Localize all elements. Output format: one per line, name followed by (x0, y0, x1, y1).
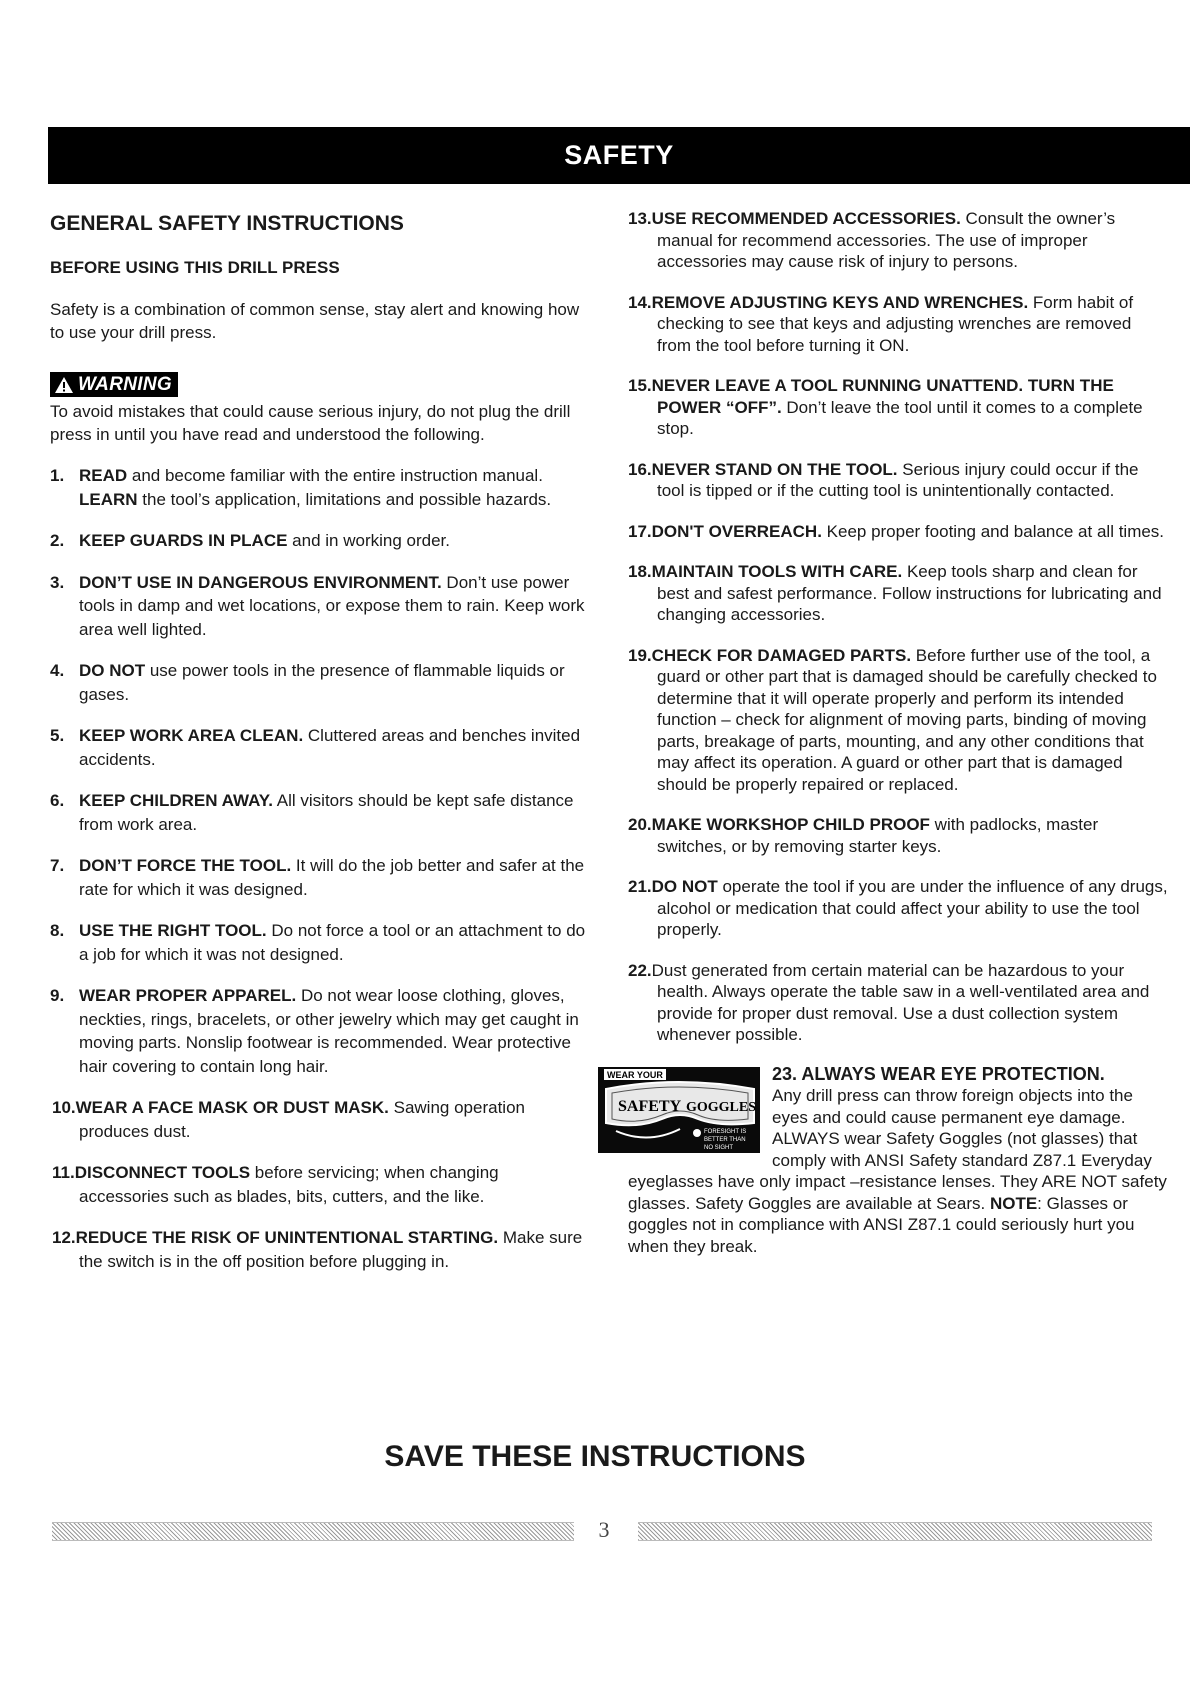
item-keyword: DISCONNECT TOOLS (74, 1163, 251, 1182)
item-keyword: WEAR A FACE MASK OR DUST MASK. (75, 1098, 389, 1117)
page-number: 3 (598, 1517, 610, 1542)
intro-paragraph: Safety is a combination of common sense, stay alert and knowing how to use your drill press. (50, 300, 580, 342)
item-keyword: DON’T USE IN DANGEROUS ENVIRONMENT. (79, 572, 442, 592)
eye-protection-heading: 23. ALWAYS WEAR EYE PROTECTION. (772, 1063, 1105, 1084)
item-text: Cluttered areas and benches invited accidents. (79, 726, 581, 769)
item-number: 10. (52, 1098, 76, 1117)
item-keyword: WEAR PROPER APPAREL. (79, 986, 297, 1005)
left-item-1 (50, 464, 590, 511)
item-text: Sawing operation produces dust. (79, 1098, 525, 1141)
note-text: : Glasses or goggles not in compliance with ANSI Z87.1 could seriously hurt you when they break. (628, 1193, 1135, 1256)
sign-safety-text: SAFETY (618, 1097, 682, 1115)
item-text: Serious injury could occur if the tool is tipped or if the cutting tool is unintentionally contacted. (657, 459, 1139, 500)
item-keyword: NEVER LEAVE A TOOL RUNNING UNATTEND. TURN THE POWER “OFF”. (651, 376, 1114, 417)
right-item-15 (628, 375, 1168, 440)
item-number: 20. (628, 815, 652, 834)
item-number: 21. (628, 877, 652, 896)
item-number: 17. (628, 521, 652, 541)
item-keyword: DO NOT (79, 661, 146, 680)
item-number: 3. (50, 572, 65, 592)
item-text: Dust generated from certain material can be hazardous to your health. Always operate the table saw in a well-ventilated area and provide for proper dust removal. Use a dust collection system whenever possible. (651, 960, 1150, 1044)
item-text: Don’t leave the tool until it comes to a complete stop. (657, 397, 1143, 438)
left-column (50, 212, 590, 1273)
right-item-20 (628, 814, 1168, 857)
item-text: Keep proper footing and balance at all times. (821, 521, 1165, 541)
item-text: Before further use of the tool, a guard or other part that is damaged should be carefully checked to determine that it will operate properly and perform its intended function – check for alignment of moving parts, binding of moving parts, breakage of parts, mounting, and any other conditions that may affect its operation. A guard or other part that is damaged should be properly repaired or replaced. (657, 645, 1157, 794)
item-keyword: LEARN (79, 489, 138, 509)
right-item-14 (628, 292, 1168, 357)
right-item-22 (628, 960, 1168, 1046)
item-text: operate the tool if you are under the influence of any drugs, alcohol or medication that could affect your ability to use the tool properly. (657, 877, 1168, 939)
item-number: 15. (628, 376, 652, 395)
item-keyword: KEEP WORK AREA CLEAN. (79, 726, 304, 745)
item-number: 2. (50, 531, 65, 550)
right-item-19 (628, 645, 1168, 796)
item-text: Do not force a tool or an attachment to do a job for which it was not designed. (79, 921, 586, 964)
before-using-subhead: BEFORE USING THIS DRILL PRESS (50, 258, 340, 277)
right-item-18 (628, 561, 1168, 626)
item-text: Don’t use power tools in damp and wet locations, or expose them to rain. Keep work area well lighted. (79, 572, 585, 639)
item-number: 6. (50, 791, 65, 810)
warning-triangle-icon (54, 376, 74, 394)
item-number: 12. (52, 1228, 76, 1247)
item-keyword: MAINTAIN TOOLS WITH CARE. (651, 562, 903, 581)
wear-safety-goggles-sign (598, 1067, 760, 1153)
item-number: 8. (50, 921, 65, 940)
item-keyword: REDUCE THE RISK OF UNINTENTIONAL STARTING. (75, 1228, 499, 1247)
item-text: the tool’s application, limitations and possible hazards. (137, 489, 552, 509)
item-number: 5. (50, 726, 65, 745)
item-text: and in working order. (287, 531, 450, 550)
left-item-12 (50, 1226, 590, 1273)
item-text: use power tools in the presence of flammable liquids or gases. (79, 661, 565, 704)
sign-goggles-text: GOGGLES (686, 1099, 757, 1115)
warning-text: To avoid mistakes that could cause serious injury, do not plug the drill press in until you have read and understood the following. (50, 402, 571, 444)
right-item-13 (628, 208, 1168, 273)
item-keyword: DO NOT (651, 877, 718, 896)
item-keyword: DON’T FORCE THE TOOL. (79, 856, 292, 875)
right-instruction-list (628, 208, 1168, 1046)
left-instruction-list (50, 464, 590, 1273)
left-item-6 (50, 789, 590, 836)
item-text: before servicing; when changing accessories such as blades, bits, cutters, and the like. (79, 1163, 499, 1206)
item-text: Consult the owner’s manual for recommend accessories. The use of improper accessories may cause risk of injury to persons. (657, 209, 1116, 271)
left-item-10 (50, 1096, 590, 1143)
left-item-7 (50, 854, 590, 901)
item-text: Keep tools sharp and clean for best and safest performance. Follow instructions for lubricating and changing accessories. (657, 562, 1162, 624)
left-item-11 (50, 1161, 590, 1208)
left-item-8 (50, 919, 590, 966)
warning-badge (50, 372, 178, 397)
goggles-icon (598, 1067, 760, 1153)
item-number: 4. (50, 661, 65, 680)
item-text: and become familiar with the entire instruction manual. (127, 466, 543, 485)
note-label: NOTE (989, 1193, 1038, 1213)
item-keyword: NEVER STAND ON THE TOOL. (651, 459, 898, 479)
left-item-9 (50, 984, 590, 1078)
sign-small-line-2: BETTER THAN (704, 1136, 746, 1143)
left-item-3 (50, 571, 590, 642)
item-keyword: REMOVE ADJUSTING KEYS AND WRENCHES. (651, 292, 1029, 312)
item-number: 13. (628, 209, 652, 228)
sign-small-line-1: FORESIGHT IS (704, 1128, 747, 1135)
item-keyword: KEEP CHILDREN AWAY. (79, 791, 273, 810)
right-item-16 (628, 459, 1168, 502)
item-keyword: KEEP GUARDS IN PLACE (79, 531, 288, 550)
item-number: 1. (50, 466, 65, 485)
sign-wear-your-text: WEAR YOUR (607, 1069, 663, 1080)
eye-protection-body: Any drill press can throw foreign objects into the eyes and could cause permanent eye damage. ALWAYS wear Safety Goggles (not glasses) that comply with ANSI Safety standard Z87.1 Everyday eyeglasses have only impact –resistance lenses. They ARE NOT safety glasses. Safety Goggles are available at Sears. (628, 1086, 1167, 1213)
item-number: 22. (628, 960, 652, 980)
item-text: All visitors should be kept safe distance from work area. (79, 791, 574, 834)
item-text: It will do the job better and safer at the rate for which it was designed. (79, 856, 585, 899)
item-text: Make sure the switch is in the off position before plugging in. (79, 1228, 583, 1271)
item-number: 18. (628, 562, 652, 581)
item-keyword: READ (79, 466, 128, 485)
item-keyword: USE THE RIGHT TOOL. (79, 921, 267, 940)
right-column (607, 208, 1168, 1257)
item-number: 11. (52, 1163, 75, 1182)
item-text: Form habit of checking to see that keys and adjusting wrenches are removed from the tool before turning it ON. (657, 292, 1134, 355)
item-text: with padlocks, master switches, or by removing starter keys. (657, 815, 1099, 856)
item-number: 9. (50, 986, 65, 1005)
right-item-17 (628, 521, 1168, 543)
section-title: SAFETY (564, 140, 674, 170)
item-text: Do not wear loose clothing, gloves, neckties, rings, bracelets, or other jewelry which may get caught in moving parts. Nonslip footwear is recommended. Wear protective hair covering to contain long hair. (79, 986, 579, 1076)
item-number: 14. (628, 292, 652, 312)
eye-protection-item (607, 1063, 1168, 1258)
save-instructions-title: SAVE THESE INSTRUCTIONS (384, 1440, 806, 1473)
right-item-21 (628, 876, 1168, 941)
general-safety-title: GENERAL SAFETY INSTRUCTIONS (50, 212, 404, 235)
item-keyword: CHECK FOR DAMAGED PARTS. (651, 645, 912, 665)
footer-hatch-left (52, 1522, 574, 1541)
warning-label: WARNING (78, 374, 172, 395)
sign-small-line-3: NO SIGHT (704, 1144, 734, 1151)
footer-hatch-right (638, 1522, 1152, 1541)
section-header-bar (48, 127, 1190, 184)
left-item-2 (50, 529, 590, 553)
left-item-4 (50, 659, 590, 706)
item-keyword: USE RECOMMENDED ACCESSORIES. (651, 209, 961, 228)
item-number: 7. (50, 856, 65, 875)
item-number: 16. (628, 459, 652, 479)
left-item-5 (50, 724, 590, 771)
item-keyword: MAKE WORKSHOP CHILD PROOF (651, 815, 930, 834)
item-number: 19. (628, 645, 652, 665)
item-keyword: DON'T OVERREACH. (651, 521, 822, 541)
